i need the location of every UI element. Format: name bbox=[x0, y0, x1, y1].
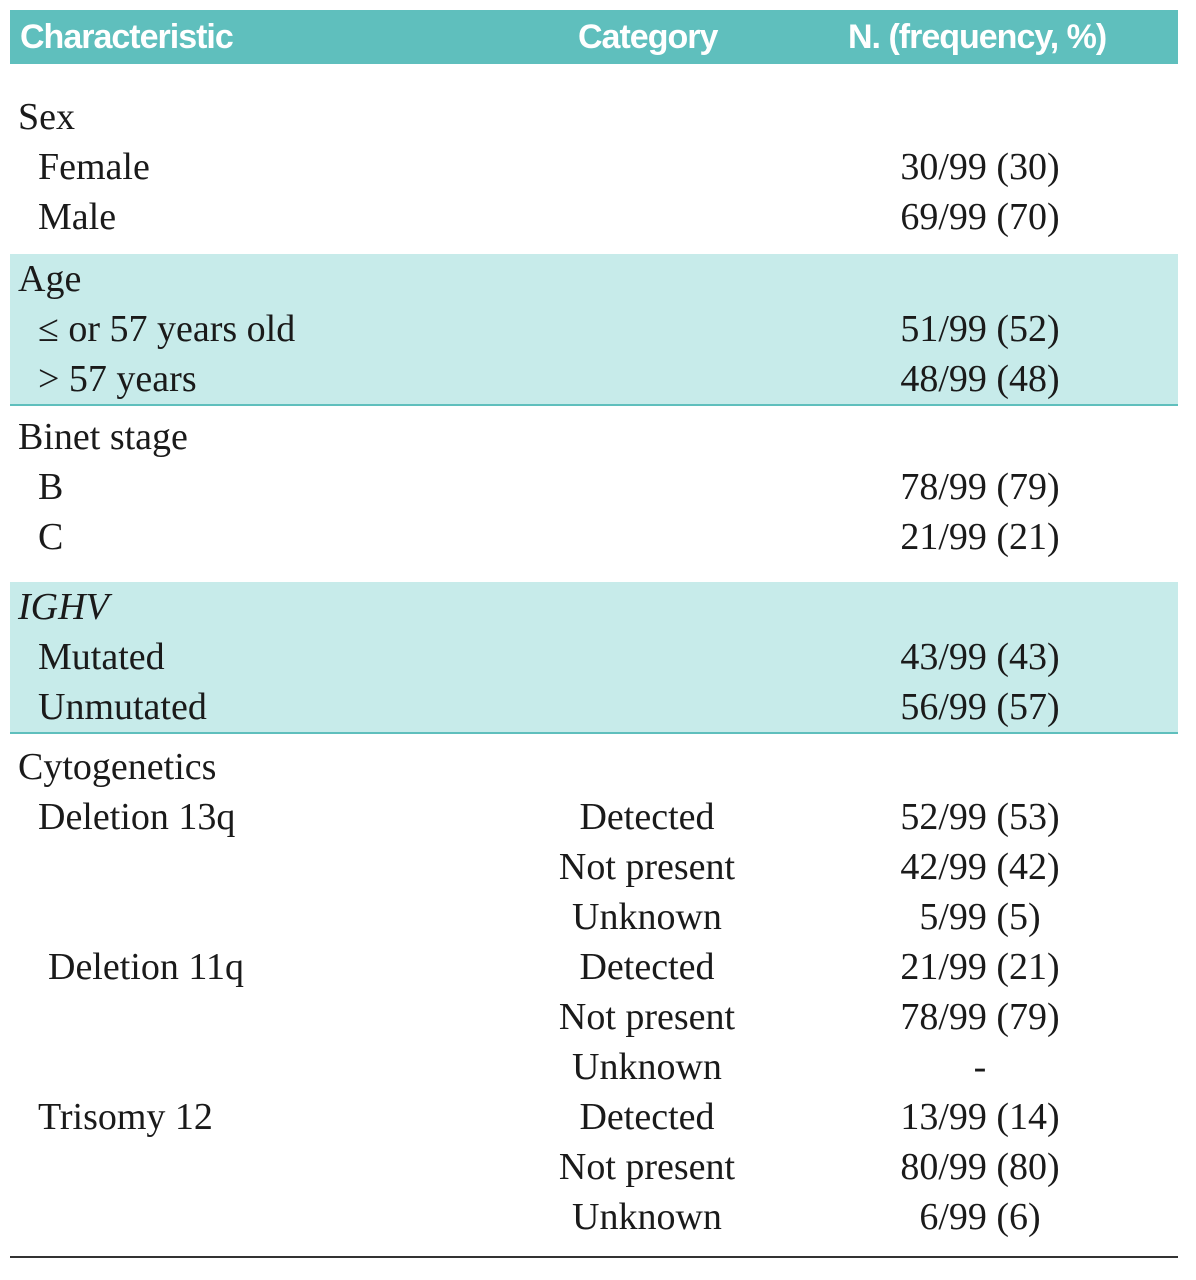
row-label: Mutated bbox=[38, 636, 165, 678]
row-label: C bbox=[38, 516, 64, 558]
group-title: Age bbox=[18, 258, 82, 300]
table-row bbox=[10, 942, 1178, 992]
group-title-row bbox=[10, 412, 1178, 462]
row-category: Detected bbox=[579, 1096, 715, 1138]
row-value: - bbox=[973, 1046, 987, 1088]
row-label: > 57 years bbox=[38, 358, 197, 400]
group-title-row bbox=[10, 742, 1178, 792]
row-value: 43/99 (43) bbox=[900, 636, 1060, 678]
group-title-row bbox=[10, 92, 1178, 142]
row-value: 48/99 (48) bbox=[900, 358, 1060, 400]
row-value: 51/99 (52) bbox=[900, 308, 1060, 350]
table-row bbox=[10, 462, 1178, 512]
row-value: 21/99 (21) bbox=[900, 516, 1060, 558]
table-bottom-rule bbox=[10, 1256, 1178, 1258]
row-value: 5/99 (5) bbox=[919, 896, 1041, 938]
header-category: Category bbox=[578, 18, 718, 56]
row-category: Detected bbox=[579, 796, 715, 838]
row-label: Deletion 13q bbox=[38, 796, 236, 838]
group-cytogenetics bbox=[10, 734, 1178, 1242]
header-characteristic: Characteristic bbox=[20, 18, 233, 56]
row-label: Male bbox=[38, 196, 117, 238]
table-row bbox=[10, 304, 1178, 354]
group-title: Binet stage bbox=[18, 416, 188, 458]
row-value: 78/99 (79) bbox=[900, 996, 1060, 1038]
row-category: Not present bbox=[558, 846, 736, 888]
group-title: Sex bbox=[18, 96, 75, 138]
row-category: Not present bbox=[558, 996, 736, 1038]
table-row bbox=[10, 512, 1178, 562]
row-category: Not present bbox=[558, 1146, 736, 1188]
row-category: Detected bbox=[579, 946, 715, 988]
table-row bbox=[10, 992, 1178, 1042]
table-row bbox=[10, 1042, 1178, 1092]
characteristics-table bbox=[10, 10, 1178, 1242]
row-value: 30/99 (30) bbox=[900, 146, 1060, 188]
row-label: ≤ or 57 years old bbox=[38, 308, 296, 350]
group-title-row bbox=[10, 254, 1178, 304]
row-label: Female bbox=[38, 146, 150, 188]
row-category: Unknown bbox=[572, 1196, 722, 1238]
group-ighv bbox=[10, 582, 1178, 734]
table-row bbox=[10, 142, 1178, 192]
table-row bbox=[10, 892, 1178, 942]
row-label: B bbox=[38, 466, 64, 508]
table-row bbox=[10, 792, 1178, 842]
table-row bbox=[10, 354, 1178, 404]
row-value: 21/99 (21) bbox=[900, 946, 1060, 988]
row-label: Trisomy 12 bbox=[38, 1096, 213, 1138]
row-value: 56/99 (57) bbox=[900, 686, 1060, 728]
table-row bbox=[10, 632, 1178, 682]
row-label: Deletion 11q bbox=[48, 946, 244, 988]
row-value: 52/99 (53) bbox=[900, 796, 1060, 838]
group-title-row bbox=[10, 582, 1178, 632]
row-value: 80/99 (80) bbox=[900, 1146, 1060, 1188]
group-age bbox=[10, 254, 1178, 406]
row-category: Unknown bbox=[572, 1046, 722, 1088]
table-row bbox=[10, 1092, 1178, 1142]
row-category: Unknown bbox=[572, 896, 722, 938]
table-row bbox=[10, 842, 1178, 892]
row-value: 69/99 (70) bbox=[900, 196, 1060, 238]
table-row bbox=[10, 1192, 1178, 1242]
group-binet-stage bbox=[10, 406, 1178, 582]
row-value: 13/99 (14) bbox=[900, 1096, 1060, 1138]
group-title: IGHV bbox=[18, 586, 109, 628]
table-header bbox=[10, 10, 1178, 64]
row-value: 78/99 (79) bbox=[900, 466, 1060, 508]
table-row bbox=[10, 1142, 1178, 1192]
group-sex bbox=[10, 64, 1178, 254]
row-label: Unmutated bbox=[38, 686, 207, 728]
table-row bbox=[10, 682, 1178, 732]
table-row bbox=[10, 192, 1178, 242]
row-value: 6/99 (6) bbox=[919, 1196, 1041, 1238]
row-value: 42/99 (42) bbox=[900, 846, 1060, 888]
header-n-frequency: N. (frequency, %) bbox=[848, 18, 1107, 56]
group-title: Cytogenetics bbox=[18, 746, 217, 788]
